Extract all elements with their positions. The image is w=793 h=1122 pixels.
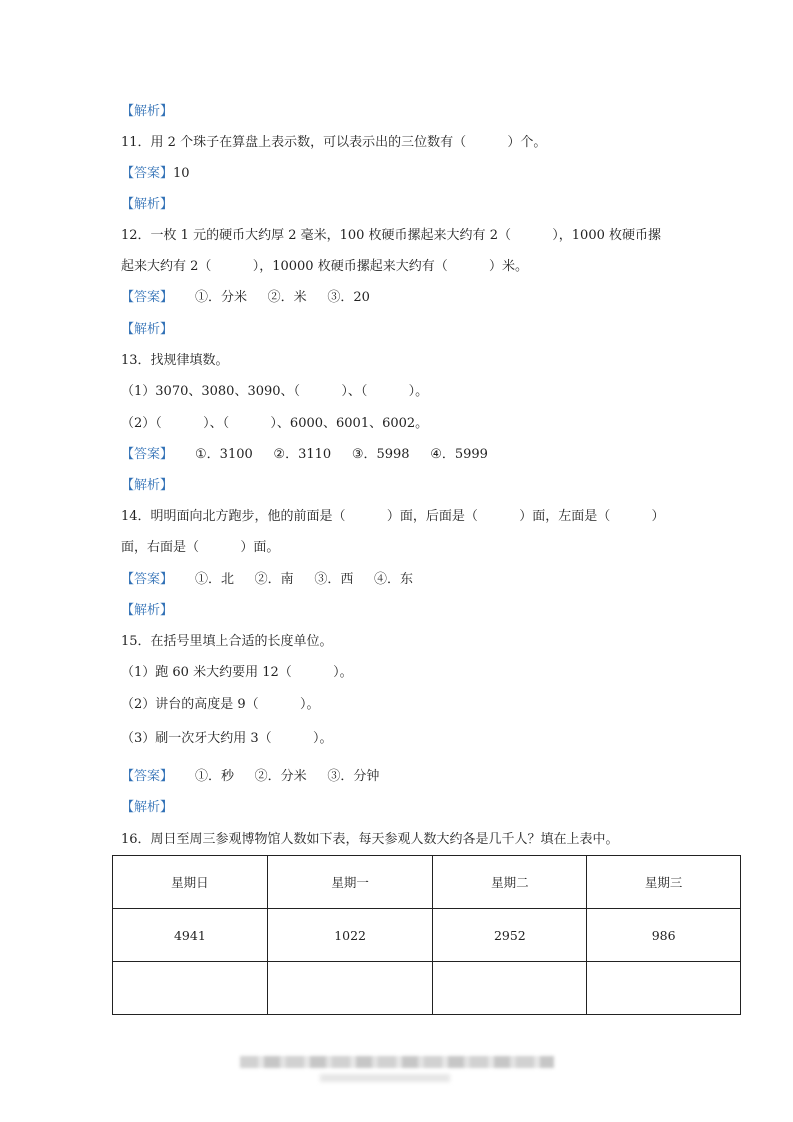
- analysis-tag: 【解析】: [121, 800, 174, 815]
- question-15-part-1: （1）跑 60 米大约要用 12（ ）。: [121, 665, 353, 680]
- blurred-footer-watermark-2: [320, 1074, 450, 1082]
- answer-text: ①．分米 ②．米 ③．20: [195, 290, 370, 305]
- analysis-11: [121, 197, 173, 213]
- question-14-line-1: 14．明明面向北方跑步，他的前面是（ ）面，后面是（ ）面，左面是（ ）: [121, 509, 665, 524]
- question-13-part-1: （1）3070、3080、3090、（ ）、（ ）。: [121, 384, 429, 399]
- answer-text: ①．秒 ②．分米 ③．分钟: [195, 769, 380, 784]
- line-1: [121, 104, 173, 120]
- question-12-line-2: 起来大约有 2（ ），10000 枚硬币摞起来大约有（ ）米。: [121, 259, 529, 274]
- analysis-tag: 【解析】: [121, 478, 174, 493]
- table-row-empty: [113, 962, 741, 1015]
- question-15-part-3: （3）刷一次牙大约用 3（ ）。: [121, 731, 333, 746]
- table-cell-empty[interactable]: [433, 962, 587, 1015]
- question-13: 13．找规律填数。: [121, 353, 229, 368]
- table-header-cell: 星期二: [433, 856, 587, 909]
- answer-13: [121, 447, 488, 463]
- answer-14: [121, 572, 413, 588]
- table-cell: 986: [587, 909, 741, 962]
- question-16: 16．周日至周三参观博物馆人数如下表，每天参观人数大约各是几千人？填在上表中。: [121, 832, 619, 847]
- answer-tag: 【答案】: [121, 447, 174, 462]
- answer-text: ①．北 ②．南 ③．西 ④．东: [195, 572, 414, 587]
- answer-11: [121, 166, 190, 182]
- answer-text: ①．3100 ②．3110 ③．5998 ④．5999: [195, 447, 488, 462]
- answer-tag: 【答案】: [121, 769, 174, 784]
- answer-tag: 【答案】: [121, 166, 174, 181]
- question-14-line-2: 面，右面是（ ）面。: [121, 540, 280, 555]
- analysis-13: [121, 478, 173, 494]
- answer-12: [121, 290, 370, 306]
- blurred-footer-watermark: [240, 1056, 554, 1068]
- table-header-cell: 星期一: [267, 856, 433, 909]
- table-header-row: [113, 856, 741, 909]
- answer-15: [121, 769, 379, 785]
- table-cell: 4941: [113, 909, 268, 962]
- table-row: [113, 909, 741, 962]
- analysis-tag: 【解析】: [121, 322, 174, 337]
- question-11: 11．用 2 个珠子在算盘上表示数，可以表示出的三位数有（ ）个。: [121, 135, 547, 150]
- analysis-tag: 【解析】: [121, 197, 174, 212]
- table-header-cell: 星期三: [587, 856, 741, 909]
- table-cell-empty[interactable]: [113, 962, 268, 1015]
- analysis-tag: 【解析】: [121, 104, 174, 119]
- answer-text: 10: [173, 166, 190, 181]
- question-15: 15．在括号里填上合适的长度单位。: [121, 634, 333, 649]
- table-header-cell: 星期日: [113, 856, 268, 909]
- analysis-15: [121, 800, 173, 816]
- visitors-table: [112, 855, 741, 1015]
- table-cell: 2952: [433, 909, 587, 962]
- question-15-part-2: （2）讲台的高度是 9（ ）。: [121, 697, 320, 712]
- question-12-line-1: 12．一枚 1 元的硬币大约厚 2 毫米，100 枚硬币摞起来大约有 2（ ），1000 枚硬币摞: [121, 228, 662, 243]
- table-cell-empty[interactable]: [267, 962, 433, 1015]
- analysis-12: [121, 322, 173, 338]
- answer-tag: 【答案】: [121, 572, 174, 587]
- analysis-tag: 【解析】: [121, 603, 174, 618]
- analysis-14: [121, 603, 173, 619]
- answer-tag: 【答案】: [121, 290, 174, 305]
- table-cell-empty[interactable]: [587, 962, 741, 1015]
- table-cell: 1022: [267, 909, 433, 962]
- question-13-part-2: （2）（ ）、（ ）、6000、6001、6002。: [121, 416, 429, 431]
